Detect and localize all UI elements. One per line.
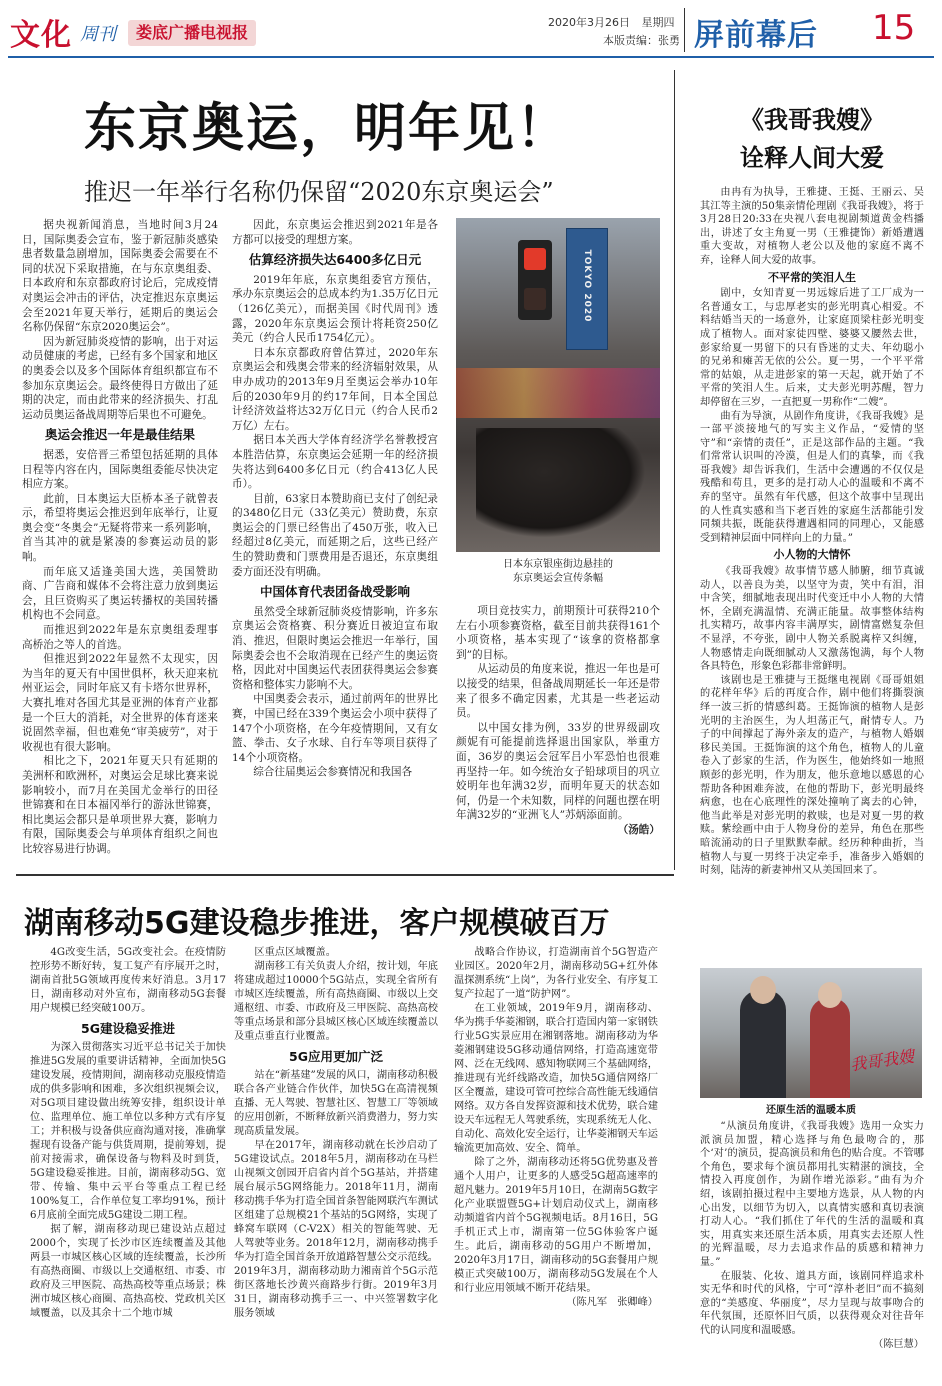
paragraph: 据了解，湖南移动现已建设站点超过2000个，实现了长沙市区连续覆盖及其他两县一市城区核心区域的连续覆盖，长沙所有高热商圈、市级以上交通枢纽、市委、市政府及三甲医院、高热高校等重点场景；株洲市城区核心商圈、高热高校、党政机关区域覆盖，以及其余十二个地市城 xyxy=(30,1224,226,1319)
paragraph: 因此，东京奥运会推迟到2021年是各方都可以接受的理想方案。 xyxy=(232,219,438,246)
column-separator xyxy=(674,70,675,870)
date-text: 2020年3月26日 xyxy=(548,16,630,29)
paragraph: 目前，63家日本赞助商已支付了创纪录的3480亿日元（33亿美元）赞助费，东京奥运会的门票已经售出了450万张，收入已经超过8亿美元，而延期之后，这些已经产生的赞助费和门票费用是否退还，东京奥组委方面还没有明确。 xyxy=(232,492,438,578)
drama-title-watermark: 我哥我嫂 xyxy=(849,1046,916,1075)
paragraph: 以中国女排为例，33岁的世界级副攻颜妮有可能提前选择退出国家队，举重方面，36岁的奥运会冠军吕小军恐怕也很难再坚持一年。如今统治女子铅球项目的巩立姣明年也年满32岁，而明年夏天的状态如何，仍是一个未知数，同样的问题也摆在明年满32岁的“亚洲飞人”苏炳添面前。 xyxy=(456,721,660,822)
article2-headline: 《我哥我嫂》 xyxy=(740,105,884,134)
article2-subheading-2: 小人物的大情怀 xyxy=(773,548,851,562)
paragraph: 此前，日本奥运大臣桥本圣子就曾表示，希望将奥运会推迟到年底举行，让夏奥会变“冬奥会”无疑将带来一系列影响，首当其冲的就是紧凑的参赛运动员的影响。 xyxy=(22,492,218,564)
section-sub: 周刊 xyxy=(80,24,116,45)
paragraph: 据悉，安倍晋三希望包括延期的具体日程等内容在内，国际奥组委能尽快决定相应方案。 xyxy=(22,448,218,491)
paragraph: “从演员角度讲，《我哥我嫂》选用一众实力派演员加盟，精心选择与角色最吻合的，那个‘对’的演员，提高演员和角色的贴合度。不管哪个角色，要求每个演员都用扎实精湛的演技，全情投入再度创作，为剧作增光添彩。”曲有为介绍，该剧拍摄过程中主要地方选景，从人物的内心出发，以细节为切入，以真情实感和真切表演打动人心。“我们抓住了年代的生活的温暖和真实，用真实来还原生活本质，用真实去还原人性的光辉温暖，尽力去追求作品的质感和精神力量。” xyxy=(700,1121,924,1268)
paragraph: 站在“新基建”发展的风口，湖南移动积极联合各产业链合作伙伴，加快5G在高清视频直播、无人驾驶、智慧社区、智慧工厂等领域的应用创新，不断释放新兴消费潜力，努力实现高质量发展。 xyxy=(234,1070,438,1137)
neon-signs xyxy=(456,368,660,418)
paragraph: 虽然受全球新冠肺炎疫情影响，许多东京奥运会资格赛、积分赛近日被迫宣布取消、推迟，但限时奥运会推迟一年举行，国际奥委会也不会取消现在已经产生的奥运资格，因此对中国奥运代表团获得奥运会参赛资格和整体实力影响不大。 xyxy=(232,605,438,691)
paragraph: 相比之下，2021年夏天只有延期的美洲杯和欧洲杯，对奥运会足球比赛来说影响较小，而7月在美国尤金举行的田径世锦赛和在日本福冈举行的游泳世锦赛，相比奥运会都只是单项世界大赛，影响力有限，国际奥委会与单项体育组织之间也比较容易进行协调。 xyxy=(22,755,218,855)
paragraph: 曲有为导演，从剧作角度讲，《我哥我嫂》是一部平淡接地气的写实主义作品，“爱情的坚守”和“亲情的责任”，正是这部作品的主题。“我们常常认识叫的冷漠，但是人们的真挚，而《我哥我嫂》却告诉我们，生活中会遭遇的不仅仅是残酷和苟且，更多的是打动人心的温暖和不离不弃的坚守。虽然有年代感，但这个故事中呈现出的人性真实感和当下老百姓的家庭生活都能引发同频共振，既能获得遭遇相同的同理心，又能感受到精神层面中同样向上的力量。” xyxy=(700,410,924,544)
article2-headline-line2: 诠释人间大爱 xyxy=(740,143,884,172)
paragraph: 而年底又适逢美国大选，美国赞助商、广告商和媒体不会将注意力放到奥运会，且巨资购买了奥运转播权的美国转播机构也不会同意。 xyxy=(22,565,218,622)
masthead xyxy=(0,0,942,58)
paragraph: 而推迟到2022年是东京奥组委理事高桥治之等人的首选。 xyxy=(22,624,218,651)
actor-female xyxy=(810,998,850,1098)
caption-line-2: 东京奥运会宣传条幅 xyxy=(513,573,603,584)
caption-line-1: 日本东京银座街边悬挂的 xyxy=(503,559,613,570)
paragraph: 综合往届奥运会参赛情况和我国各 xyxy=(253,766,413,779)
article1-column-3 xyxy=(456,604,660,838)
masthead-rule xyxy=(8,56,934,58)
article1-photo xyxy=(456,218,660,552)
paragraph: 在工业领域，2019年9月，湖南移动、华为携手华菱湘钢，联合打造国内第一家钢铁行业5G实景应用在湘钢落地。湖南移动为华菱湘钢建设5G移动通信网络，打造高速宽带网、泛在无线网、感知物联网三个基础网络，推进现有光纤线路改造，加快5G通信网络厂区全覆盖，建设可管可控综合高性能无线通信网络。双方各自发挥资源和技术优势，联合建设天车远程无人驾驶系统，实现系统无人化、自动化、高效化安全运行，让华菱湘钢天车运输流更加高效、安全、简单。 xyxy=(454,1003,658,1154)
article1-column-1 xyxy=(22,218,218,857)
article1-photo-caption xyxy=(456,558,660,586)
article3-byline: （陈凡军 张卿峰） xyxy=(566,1297,658,1308)
actor-female-head xyxy=(818,982,842,1008)
section-title: 文化 xyxy=(10,18,72,53)
paragraph: 由冉有为执导，王雅捷、王挺、王丽云、吴其江等主演的50集亲情伦理剧《我哥我嫂》，将于3月28日20:33在央视八套电视剧频道黄金档播出，讲述了女主角夏一男（王雅捷饰）新婚遭遇重大变故，对植物人老公以及他的家庭不离不弃，诠释人间大爱的故事。 xyxy=(700,187,924,266)
paragraph: 为深入贯彻落实习近平总书记关于加快推进5G发展的重要讲话精神，全面加快5G建设发展，疫情期间，湖南移动克服疫情造成的供多影响和困难，多次组织视频会议，对5G项目建设做出统筹安排，组织设计单位、监理单位、施工单位以多种方式有序复工；并积极与设备供应商沟通对接，准确掌握现有设备产能与供货周期，提前筹划，提前对接需求，确保设备与物料及时到货，5G建设稳妥推进。目前，湖南移动5G、宽带、传输、集中云平台等重点工程已经100%复工，合作单位复工率均91%，预计6月底前全面完成5G建设二期工程。 xyxy=(30,1042,226,1221)
editor-credit: 本版责编：张勇 xyxy=(603,34,680,47)
olympic-banner xyxy=(566,228,608,350)
article1-subheading-2: 估算经济损失达6400多亿日元 xyxy=(248,252,422,268)
red-light xyxy=(524,248,546,270)
article2-column xyxy=(700,186,924,878)
banner-text: TOKYO 2020 xyxy=(582,249,592,323)
paragraph: 该剧也是王雅捷与王挺继电视剧《哥哥姐姐的花样年华》后的再度合作，剧中他们将撕裂演绎一波三折的情感纠葛。王挺饰演的植物人是彭光明的主治医生，为人坦荡正气，耐情专人。乃子的中间撑起了海外亲友的造产，与植物人婚姻移民美国。王挺饰演的这个角色，植物人的儿童卷入了彭家的生活，作为医生，他始终如一地照顾彭的彭光明，作为朋友，他乐意地以感恩的心帮助各种困难奔波，在他的帮助下，彭光明最终病愈，也在心底理性的深处撞响了离去的心钟，他当此举是对彭光明的救赎，也是对夏一男的救赎。紫绘画中由于人物身份的差异，角色在那些暗流涌动的日子里默默奉献。经历种种曲折，当植物人与夏一男终于决定牵手，准备步入婚姻的时刻，陆涛的新妻神州又从美国回来了。 xyxy=(700,674,924,877)
paragraph: 战略合作协议，打造湖南首个5G智造产业园区。2020年2月，湖南移动5G+红外体温探测系统“上岗”，为各行业安全、有序复工复产拉起了一道“防护网”。 xyxy=(454,947,658,1000)
article1-headline: 东京奥运，明年见！ xyxy=(84,99,571,159)
article3-column-3 xyxy=(454,946,658,1310)
paragraph: 除了之外，湖南移动还将5G优势惠及普通个人用户，让更多的人感受5G超高速率的超凡魅力。2019年5月10日，在湖南5G数字化产业联盟暨5G+计划启动仪式上，湖南移动频道省内首个5G视频电话。8月16日，5G手机正式上市，湖南第一位5G体验客户诞生。此后，湖南移动的5G用户不断增加，2020年3月17日，湖南移动的5G套餐用户规模正式突破100万，湖南移动5G发展在个人和行业应用领域不断开花结果。 xyxy=(454,1157,658,1294)
article2-subheading-1: 不平常的笑泪人生 xyxy=(768,270,856,284)
section-separator xyxy=(16,874,674,876)
paragraph: 2019年年底，东京奥组委官方预估，承办东京奥运会的总成本约为1.35万亿日元（126亿美元），而据美国《时代周刊》透露，2020年东京奥运会预计将耗资250亿美元（约合人民币1754亿元）。 xyxy=(232,273,438,345)
article3-column-1 xyxy=(30,946,226,1321)
paragraph: 剧中，女知青夏一男远嫁后进了工厂成为一名普通女工，与忠厚老实的彭光明真心相爱。不料结婚当天的一场意外，让家庭顶梁柱彭光明变成了植物人。面对家徒四壁、婆婆又腰然去世，彭家给夏一男留下的只有昏迷的丈夫、年幼聪小的兄弟和瘫苦无依的公公。夏一男，一个平平常常的姑娘，从走进彭家的第一天起，就开始了不平常的笑泪人生。后来，丈夫彭光明苏醒，智力却停留在三岁，一直把夏一男称作“二嫂”。 xyxy=(700,288,924,408)
article3-headline: 湖南移动5G建设稳步推进，客户规模破百万 xyxy=(24,906,610,941)
weekday-text: 星期四 xyxy=(641,16,675,29)
publisher-badge xyxy=(128,20,256,46)
article3-subheading-1: 5G建设稳妥推进 xyxy=(81,1021,175,1036)
paragraph: 据央视新闻消息，当地时间3月24日，国际奥委会宣布，鉴于新冠肺炎感染患者数量急剧增加，国际奥委会需要在不同的状况下采取措施，在与东京奥组委、日本政府和东京都政府讨论后，完成疫情对奥运会冲击的评估，决定推迟东京奥运会至2021年夏天举行，延期后的奥运会名称仍保留“东京2020奥运会”。 xyxy=(22,219,218,334)
masthead-divider xyxy=(684,8,685,52)
paragraph: 项目竞技实力，前期预计可获得210个左右小项参赛资格，截至目前共获得161个小项资格，基本实现了“该拿的资格都拿到”的目标。 xyxy=(456,605,660,661)
traffic-light xyxy=(518,240,552,320)
article2-photo xyxy=(700,968,922,1098)
article1-column-2 xyxy=(232,218,438,780)
paragraph: 因为新冠肺炎疫情的影响，出于对运动员健康的考虑，已经有多个国家和地区的奥委会以及多个国际体育组织都宣布不参加东京奥运会。最终使得日方做出了延期的决定，而由此带来的经济损失、打乱运动员奥运备战周期等后果也不可避免。 xyxy=(22,335,218,421)
article2-photo-caption: 还原生活的温暖本质 xyxy=(766,1105,856,1116)
article1-subhead: 推迟一年举行名称仍保留“2020东京奥运会” xyxy=(84,178,554,206)
page-title: 屏前幕后 xyxy=(694,18,818,53)
article2-column-continued xyxy=(700,1120,924,1351)
actor-male xyxy=(740,990,786,1098)
paragraph: 《我哥我嫂》故事情节感人肺腑，细节真诚动人，以善良为美，以坚守为责，笑中有泪，泪中含笑，细腻地表现出时代变迁中小人物的大情怀，全剧充满温情、充满正能量。故事整体结构扎实精巧，故事内容丰满厚实，剧情富燃复杂但不显浮，不夸张，剧中人物关系脱离梓又纠缠，人物感情走向既细腻动人又激荡饱满，每个人物各具特色，形象色彩都非常鲜明。 xyxy=(700,566,924,673)
paragraph: 早在2017年，湖南移动就在长沙启动了5G建设试点。2018年5月，湖南移动在马栏山视频文创园开启省内首个5G基站，并搭建展台展示5G网络能力。2018年11月，湖南移动携手华为打造全国首条智能网联汽车测试区组建了总规模21个基站的5G网络，实现了蜂窝车联网（C-V2X）相关的智能驾驶、无人驾驶等业务。2018年12月，湖南移动携手华为打造全国首条开放道路智慧公交示范线。2019年3月，湖南移动助力湘南首个5G示范街区落地长沙黄兴商路步行街。2019年3月31日，湖南移动携手三一、中兴签署数字化服务领域 xyxy=(234,1140,438,1319)
article3-column-2 xyxy=(234,946,438,1321)
article1-subheading-1: 奥运会推迟一年是最佳结果 xyxy=(44,427,195,443)
paragraph: 中国奥委会表示，通过前两年的世界比赛，中国已经在339个奥运会小项中获得了147个小项资格，在今年疫情期间，又有女篮、拳击、女子水球、自行车等项目获得了14个小项资格。 xyxy=(232,693,438,764)
page-number: 15 xyxy=(872,8,916,48)
article2-byline: （陈巨慧） xyxy=(873,1338,924,1350)
pedestrian-crowd xyxy=(476,428,646,538)
actor-male-head xyxy=(750,976,776,1004)
paragraph: 湖南移工有关负责人介绍，按计划，年底将建成超过10000个5G站点，实现全省所有市城区连续覆盖，所有高热商圈、市级以上交通枢纽、市委、市政府及三甲医院、高热高校等重点场景和部分县城区核心区域连续覆盖以及重点垂直行业覆盖。 xyxy=(234,961,438,1042)
walk-light xyxy=(524,288,546,310)
paragraph: 日本东京都政府曾估算过，2020年东京奥运会和残奥会带来的经济辐射效果，从申办成功的2013年9月至奥运会举办10年后的2030年9月的约17年间，日本全国总计经济效益将达32万亿日元（约合人民币2万亿）左右。 xyxy=(232,346,438,432)
paragraph: 4G改变生活，5G改变社会。在疫情防控形势不断好转，复工复产有序展开之时，湖南首批5G领域再度传来好消息。3月17日，湖南移动对外宣布，湖南移动5G套餐用户规模已经突破100万。 xyxy=(30,947,226,1014)
article1-subheading-3: 中国体育代表团备战受影响 xyxy=(259,584,410,600)
publisher-name: 娄底广播电视报 xyxy=(136,23,249,42)
paragraph: 区重点区域覆盖。 xyxy=(254,947,336,958)
paragraph: 在服装、化妆、道具方面，该剧同样追求朴实无华和时代的风格，宁可“淳朴老旧”而不搞刻意的“美感度、华丽度”，尽力呈现与故事吻合的年代氛围，还原怀旧气质，以获得观众对往昔年代的认同度和温暖感。 xyxy=(700,1270,924,1336)
paragraph: 据日本关西大学体育经济学名誉教授宫本胜浩估算，东京奥运会延期一年的经济损失将达到6400多亿日元（约合413亿人民币）。 xyxy=(232,434,438,491)
paragraph: 但推迟到2022年显然不太现实，因为当年的夏天有中国世俱杯，秋天迎来杭州亚运会，同时年底又有卡塔尔世界杯，大赛扎堆对各国尤其是亚洲的体育产业都是一个巨大的消耗，对全世界的体育迷来说固然幸福，但也难免“审美疲劳”，对于收视也有很大影响。 xyxy=(22,653,218,753)
article3-subheading-2: 5G应用更加广泛 xyxy=(289,1049,383,1064)
paragraph: 从运动员的角度来说，推迟一年也是可以接受的结果，但备战周期延长一年还是带来了很多不确定因素，尤其是一些老运动员。 xyxy=(456,663,660,720)
article1-byline: （汤皓） xyxy=(617,823,660,836)
issue-date xyxy=(548,14,675,30)
